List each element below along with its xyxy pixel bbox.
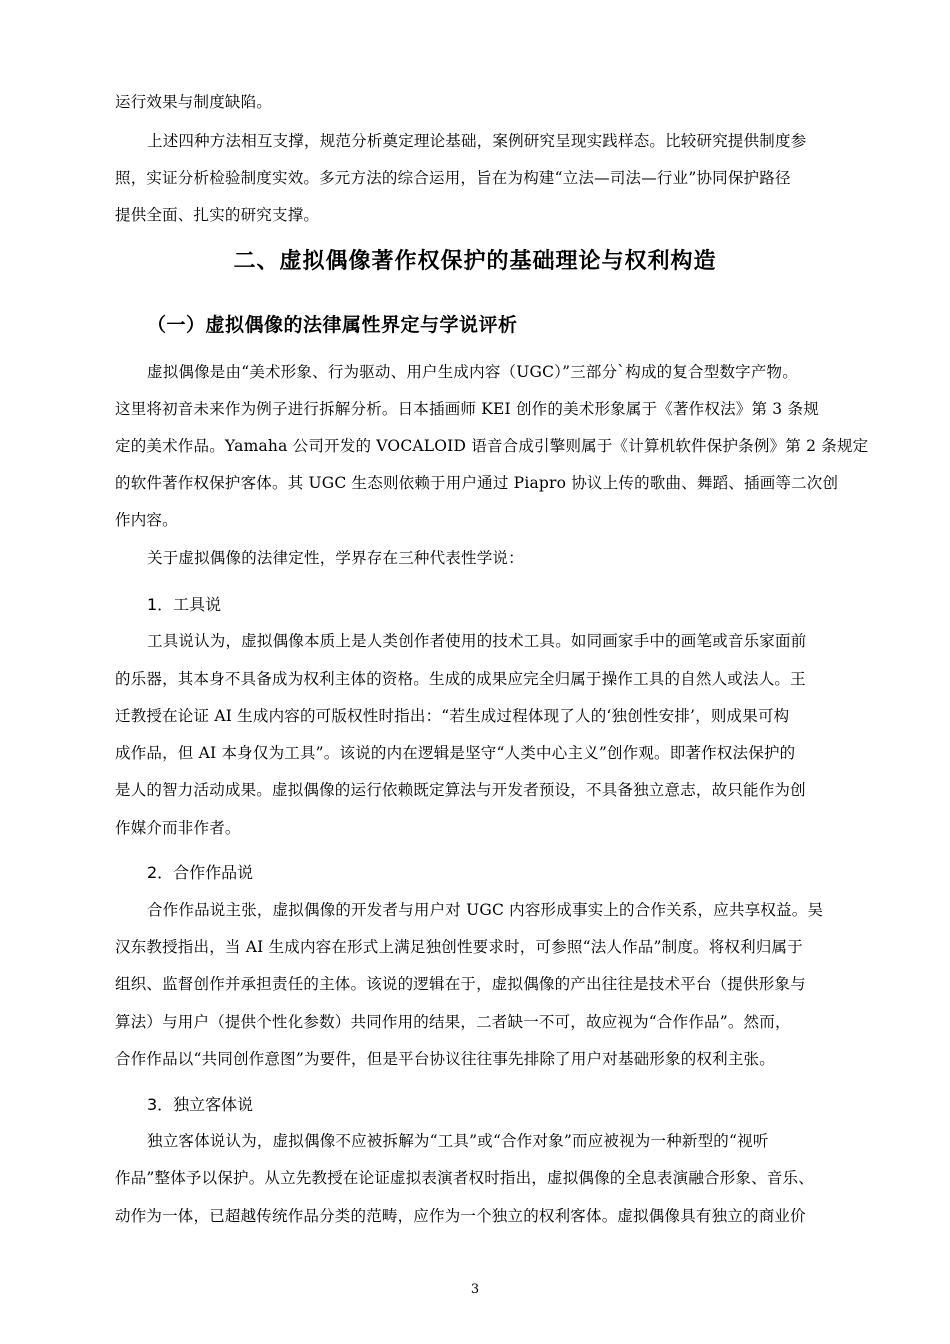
body-line: 提供全面、扎实的研究支撑。 — [115, 206, 320, 224]
section-heading: 二、虚拟偶像著作权保护的基础理论与权利构造 — [233, 249, 717, 274]
body-line: 工具说认为，虚拟偶像本质上是人类创作者使用的技术工具。如同画家手中的画笔或音乐家面前 — [147, 632, 807, 650]
body-line: 组织、监督创作并承担责任的主体。该说的逻辑在于，虚拟偶像的产出往往是技术平台（提供形象与 — [115, 975, 806, 993]
body-line: 独立客体说认为，虚拟偶像不应被拆解为“工具”或“合作对象”而应被视为一种新型的“视听 — [147, 1132, 769, 1150]
body-line: 这里将初音未来作为例子进行拆解分析。日本插画师 KEI 创作的美术形象属于《著作权法》第 3 条规 — [115, 400, 819, 418]
body-line: 的软件著作权保护客体。其 UGC 生态则依赖于用户通过 Piapro 协议上传的歌曲、舞蹈、插画等二次创 — [115, 474, 839, 492]
body-line: 上述四种方法相互支撑，规范分析奠定理论基础，案例研究呈现实践样态。比较研究提供制度参 — [147, 132, 807, 150]
body-line: 动作为一体，已超越传统作品分类的范畴，应作为一个独立的权利客体。虚拟偶像具有独立的商业价 — [115, 1207, 806, 1225]
body-line: 作内容。 — [115, 511, 178, 529]
body-line: 定的美术作品。Yamaha 公司开发的 VOCALOID 语音合成引擎则属于《计算机软件保护条例》第 2 条规定 — [115, 437, 869, 455]
body-line: 算法）与用户（提供个性化参数）共同作用的结果，二者缺一不可，故应视为“合作作品”。然而， — [115, 1013, 791, 1031]
body-line: 虚拟偶像是由“美术形象、行为驱动、用户生成内容（UGC）”三部分`构成的复合型数字产物。 — [147, 363, 798, 381]
body-line: 照，实证分析检验制度实效。多元方法的综合运用，旨在为构建“立法—司法—行业”协同保护路径 — [115, 169, 791, 187]
body-line: 汉东教授指出，当 AI 生成内容在形式上满足独创性要求时，可参照“法人作品”制度。将权利归属于 — [115, 938, 803, 956]
sub-subsection-heading: 3．独立客体说 — [147, 1095, 254, 1114]
body-line: 作品”整体予以保护。从立先教授在论证虚拟表演者权时指出，虚拟偶像的全息表演融合形象、音乐、 — [115, 1169, 814, 1187]
body-line: 合作作品以“共同创作意图”为要件，但是平台协议往往事先排除了用户对基础形象的权利主张。 — [115, 1050, 775, 1068]
sub-subsection-heading: 1．工具说 — [147, 595, 222, 614]
body-line: 的乐器，其本身不具备成为权利主体的资格。生成的成果应完全归属于操作工具的自然人或法人。王 — [115, 670, 806, 688]
body-line: 运行效果与制度缺陷。 — [115, 93, 273, 111]
body-line: 成作品，但 AI 本身仅为工具”。该说的内在逻辑是坚守“人类中心主义”创作观。即著作权法保护的 — [115, 744, 796, 762]
body-line: 合作作品说主张，虚拟偶像的开发者与用户对 UGC 内容形成事实上的合作关系，应共享权益。吴 — [147, 901, 824, 919]
body-line: 关于虚拟偶像的法律定性，学界存在三种代表性学说： — [147, 549, 524, 567]
body-line: 是人的智力活动成果。虚拟偶像的运行依赖既定算法与开发者预设，不具备独立意志，故只能作为创 — [115, 781, 806, 799]
body-line: 迁教授在论证 AI 生成内容的可版权性时指出：“若生成过程体现了人的‘独创性安排’，则成果可构 — [115, 707, 790, 725]
subsection-heading: （一）虚拟偶像的法律属性界定与学说评析 — [147, 314, 518, 336]
sub-subsection-heading: 2．合作作品说 — [147, 863, 254, 882]
body-line: 作媒介而非作者。 — [115, 819, 241, 837]
page-number: 3 — [470, 1282, 480, 1297]
